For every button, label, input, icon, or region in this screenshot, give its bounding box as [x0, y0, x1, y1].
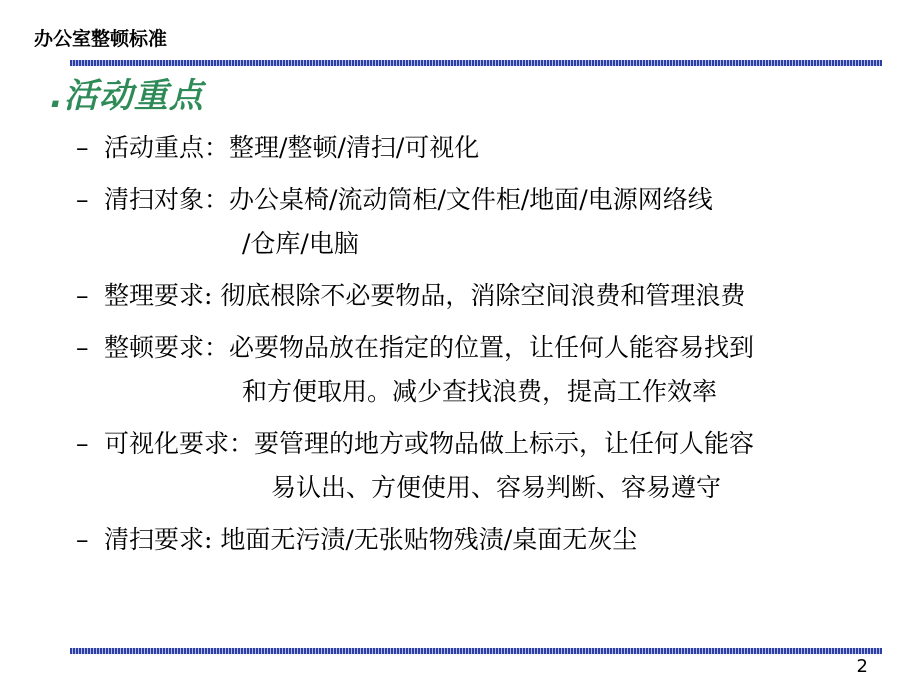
header-title: 办公室整顿标准: [34, 28, 168, 50]
bullet-order-requirements: [76, 326, 896, 414]
bullet-cleaning-requirements: [76, 518, 896, 562]
bullet-text: 要管理的地方或物品做上标示，让任何人能容: [254, 429, 755, 458]
bullet-list: [76, 126, 896, 570]
dash-marker: –: [76, 281, 89, 310]
section-title: .活动重点: [50, 76, 204, 116]
bullet-continuation: 易认出、方便使用、容易判断、容易遵守: [271, 473, 722, 502]
bullet-text: 必要物品放在指定的位置，让任何人能容易找到: [229, 333, 755, 362]
bullet-continuation: /仓库/电脑: [242, 229, 359, 258]
bullet-label: 清扫对象：: [104, 185, 230, 214]
bullet-text: 地面无污渍/无张贴物残渍/桌面无灰尘: [212, 525, 638, 554]
bullet-cleaning-targets: [76, 178, 896, 266]
bullet-visual-requirements: [76, 422, 896, 510]
dash-marker: –: [76, 185, 89, 214]
bullet-text: 整理/整顿/清扫/可视化: [229, 133, 480, 162]
bullet-continuation: 和方便取用。减少查找浪费，提高工作效率: [242, 377, 718, 406]
bullet-text: 彻底根除不必要物品，消除空间浪费和管理浪费: [212, 281, 746, 310]
dash-marker: –: [76, 333, 89, 362]
bullet-label: 活动重点：: [104, 133, 230, 162]
bullet-sort-requirements: [76, 274, 896, 318]
top-divider: [70, 60, 882, 66]
bullet-label: 清扫要求:: [104, 525, 213, 554]
page-number: 2: [856, 656, 868, 677]
bullet-activity-focus: [76, 126, 896, 170]
bottom-divider: [70, 648, 882, 654]
dash-marker: –: [76, 133, 89, 162]
bullet-text: 办公桌椅/流动筒柜/文件柜/地面/电源网络线: [229, 185, 713, 214]
bullet-label: 整顿要求：: [104, 333, 230, 362]
dash-marker: –: [76, 429, 89, 458]
bullet-label: 整理要求:: [104, 281, 213, 310]
dash-marker: –: [76, 525, 89, 554]
bullet-label: 可视化要求：: [104, 429, 255, 458]
